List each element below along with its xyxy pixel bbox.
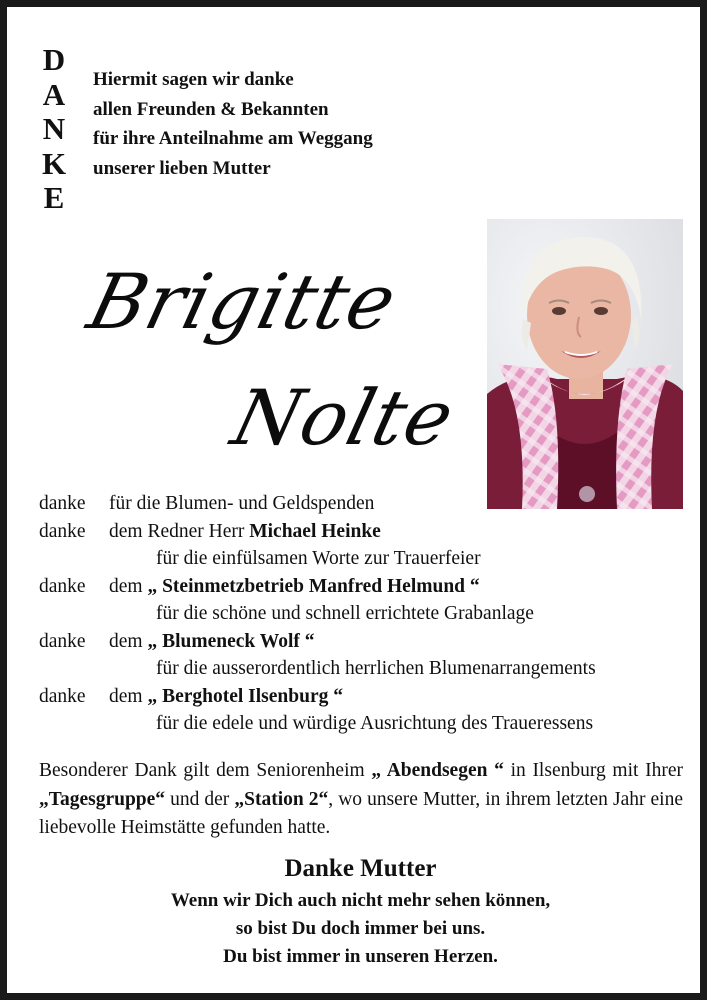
thanks-label: danke [39, 685, 86, 707]
thanks-prefix: dem [109, 630, 148, 652]
thanks-subrow [39, 655, 689, 683]
thanks-label: danke [39, 520, 86, 542]
thanks-reason: für die edele und würdige Ausrichtung des Traueressens [156, 713, 594, 734]
portrait-photo [487, 219, 683, 509]
thanks-row [39, 628, 689, 656]
deceased-last-name: Nolte [223, 373, 464, 462]
paragraph-bold: „ Abendsegen “ [371, 760, 504, 781]
paragraph-bold: „Tagesgruppe“ [39, 788, 166, 810]
thanks-recipient: „ Blumeneck Wolf “ [147, 630, 315, 652]
intro-line: Hiermit sagen wir danke [93, 69, 294, 90]
intro-line: unserer lieben Mutter [93, 157, 271, 179]
thanks-row [39, 490, 689, 518]
thanks-reason: für die ausserordentlich herrlichen Blumenarrangements [156, 658, 596, 679]
thanks-subrow [39, 710, 689, 738]
closing-line: so bist Du doch immer bei uns. [235, 918, 486, 939]
closing-heading: Danke Mutter [284, 855, 437, 882]
title-letter: K [41, 145, 67, 181]
thanks-recipient: Michael Heinke [249, 520, 381, 542]
closing-line: Wenn wir Dich auch nicht mehr sehen können, [170, 890, 551, 911]
thanks-row [39, 683, 689, 711]
thanks-prefix: dem [109, 685, 148, 707]
thanks-label: danke [39, 493, 86, 514]
paragraph-text: , wo unsere Mutter, in ihrem letzten Jahr eine liebevolle Heimstätte gefunden hatte. [39, 788, 683, 838]
thanks-prefix: dem Redner Herr [109, 520, 250, 542]
thanks-recipient: „ Steinmetzbetrieb Manfred Helmund “ [147, 575, 480, 597]
thanks-subrow [39, 545, 689, 573]
thanks-list [39, 490, 689, 738]
thanks-text [109, 518, 381, 546]
vertical-danke-title [37, 43, 71, 216]
thanks-subrow [39, 600, 689, 628]
intro-text [93, 65, 373, 183]
thanks-text [109, 628, 314, 656]
title-letter: E [43, 180, 65, 215]
paragraph-text: in Ilsenburg mit Ihrer [503, 760, 683, 781]
thanks-text [109, 573, 480, 601]
thanks-row [39, 518, 689, 546]
thanks-text [109, 683, 343, 711]
thanks-text: für die Blumen- und Geldspenden [109, 493, 375, 514]
title-letter: N [42, 111, 66, 146]
deceased-first-name: Brigitte [79, 257, 406, 346]
thanks-row [39, 573, 689, 601]
title-letter: D [42, 42, 66, 77]
thanks-reason: für die einfülsamen Worte zur Trauerfeier [156, 548, 481, 569]
thanks-recipient: „ Berghotel Ilsenburg “ [147, 685, 343, 707]
closing-line: Du bist immer in unseren Herzen. [223, 946, 498, 967]
special-thanks-paragraph [39, 757, 683, 843]
paragraph-text: und der [165, 788, 235, 810]
portrait-illustration [487, 219, 683, 509]
paragraph-text: Besonderer Dank gilt dem Seniorenheim [39, 760, 372, 781]
thanks-reason: für die schöne und schnell errichtete Grabanlage [156, 603, 534, 624]
paragraph-bold: „Station 2“ [234, 788, 329, 810]
title-letter: A [42, 76, 66, 112]
thanks-label: danke [39, 630, 86, 652]
thanks-prefix: dem [109, 575, 148, 597]
intro-line: allen Freunden & Bekannten [93, 98, 329, 120]
closing-block [7, 851, 707, 971]
thanks-label: danke [39, 575, 86, 597]
intro-line: für ihre Anteilnahme am Weggang [93, 128, 373, 149]
